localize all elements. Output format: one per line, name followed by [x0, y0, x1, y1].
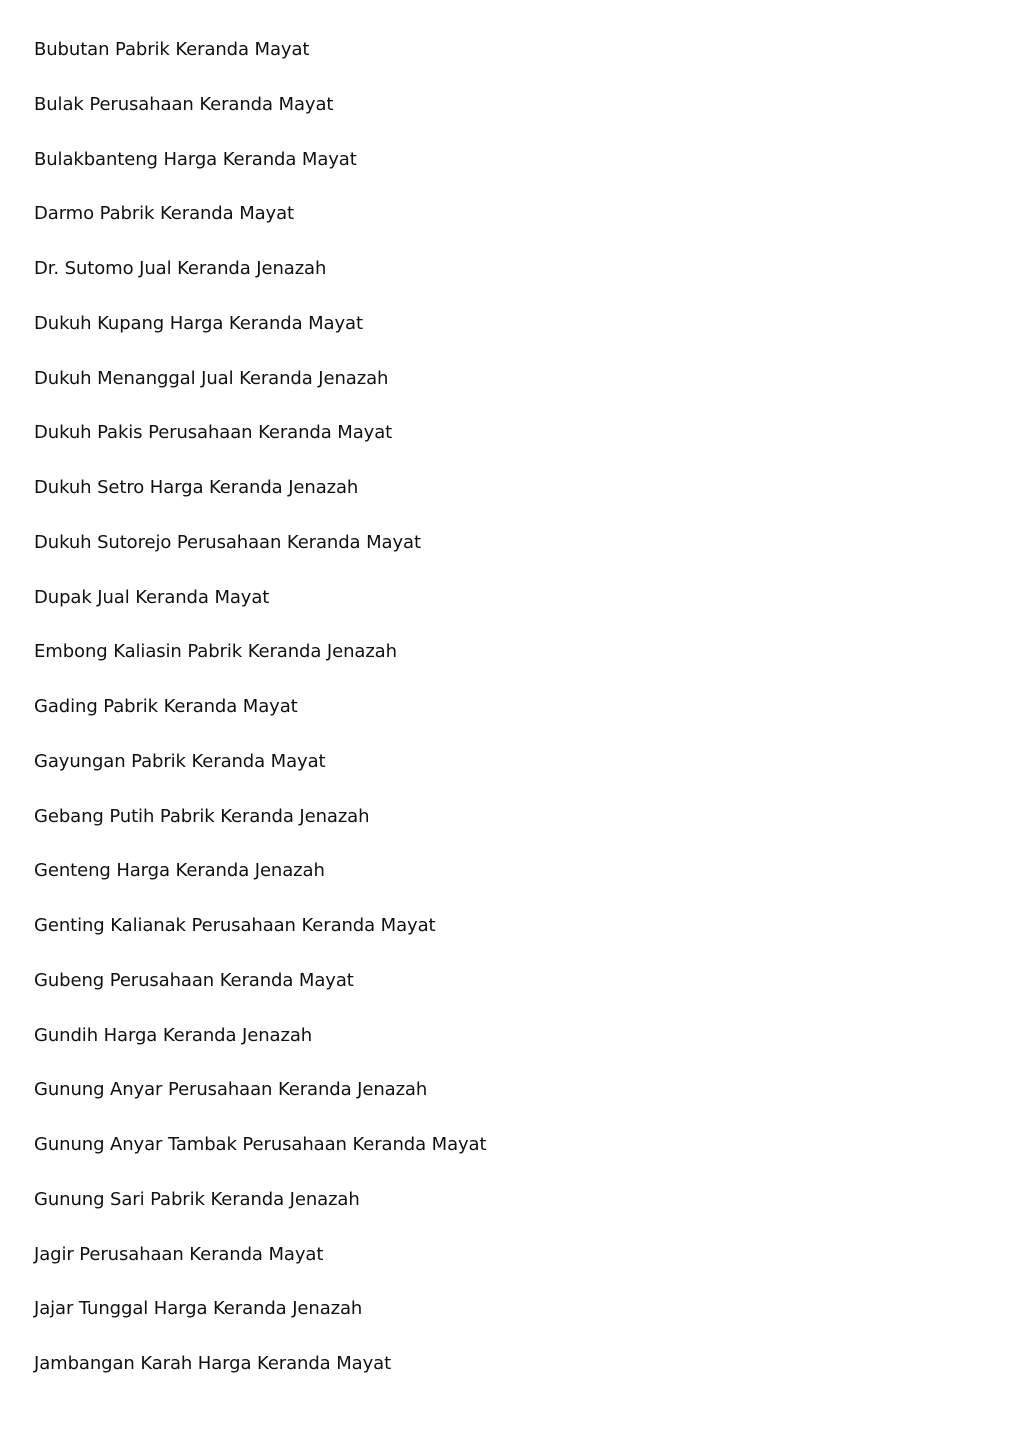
list-item: Dupak Jual Keranda Mayat	[34, 586, 270, 608]
list-item: Dukuh Sutorejo Perusahaan Keranda Mayat	[34, 531, 421, 553]
list-item: Jajar Tunggal Harga Keranda Jenazah	[34, 1298, 363, 1320]
list-item: Embong Kaliasin Pabrik Keranda Jenazah	[34, 641, 397, 663]
list-item: Bulak Perusahaan Keranda Mayat	[34, 93, 334, 115]
list-item: Gundih Harga Keranda Jenazah	[34, 1024, 313, 1046]
list-item: Bubutan Pabrik Keranda Mayat	[34, 39, 310, 60]
list-item: Bulakbanteng Harga Keranda Mayat	[34, 148, 357, 170]
list-item: Dr. Sutomo Jual Keranda Jenazah	[34, 258, 327, 279]
list-item: Gayungan Pabrik Keranda Mayat	[34, 750, 326, 772]
list-item: Genting Kalianak Perusahaan Keranda Mayat	[34, 915, 436, 936]
list-item: Jambangan Karah Harga Keranda Mayat	[34, 1353, 392, 1374]
list-item: Dukuh Menanggal Jual Keranda Jenazah	[34, 367, 389, 389]
list-item: Gunung Anyar Tambak Perusahaan Keranda Mayat	[34, 1134, 487, 1155]
list-item: Gunung Sari Pabrik Keranda Jenazah	[34, 1188, 360, 1210]
list-item: Darmo Pabrik Keranda Mayat	[34, 203, 294, 225]
list-item: Dukuh Pakis Perusahaan Keranda Mayat	[34, 422, 393, 444]
list-item: Dukuh Kupang Harga Keranda Mayat	[34, 312, 363, 334]
list-item: Dukuh Setro Harga Keranda Jenazah	[34, 477, 359, 498]
list-item: Genteng Harga Keranda Jenazah	[34, 860, 325, 882]
list-item: Gading Pabrik Keranda Mayat	[34, 696, 298, 717]
list-item: Gunung Anyar Perusahaan Keranda Jenazah	[34, 1079, 428, 1101]
list-item: Jagir Perusahaan Keranda Mayat	[34, 1243, 324, 1265]
list-item: Gubeng Perusahaan Keranda Mayat	[34, 969, 354, 991]
list-item: Gebang Putih Pabrik Keranda Jenazah	[34, 805, 370, 827]
keyword-list	[34, 38, 486, 1407]
